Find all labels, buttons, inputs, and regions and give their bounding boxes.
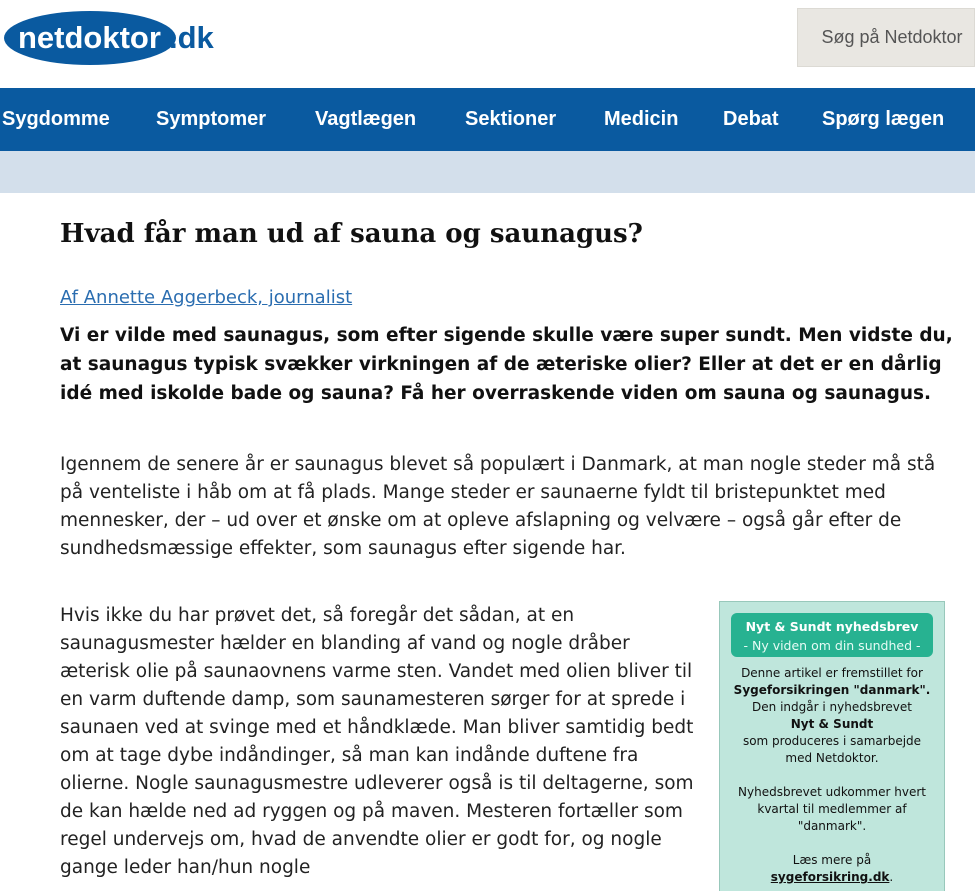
nav-item-sektioner[interactable]: Sektioner [465, 108, 557, 130]
newsletter-body [724, 665, 940, 886]
newsletter-subtitle: - Ny viden om din sundhed - [743, 638, 921, 653]
nav-item-sygdomme[interactable]: Sygdomme [2, 108, 110, 130]
nav-item-spoerg-laegen[interactable]: Spørg lægen [822, 108, 945, 130]
newsletter-text: Denne artikel er fremstillet for [741, 666, 923, 680]
newsletter-text: Nyt & Sundt [790, 717, 874, 731]
search-button[interactable] [797, 8, 975, 67]
sub-nav-bar [0, 151, 975, 193]
newsletter-title: Nyt & Sundt nyhedsbrev [745, 619, 919, 634]
nav-item-medicin[interactable]: Medicin [604, 108, 679, 130]
article-paragraph: Igennem de senere år er saunagus blevet så populært i Danmark, at man nogle steder må stå på venteliste i håb om at få plads. Mange steder er saunaerne fyldt til bristepunktet med mennesker, der – ud over et ønske om at opleve afslapning og velvære – også går efter de sundhedsmæssige effekter, som saunagus efter sigende har. [60, 454, 936, 559]
newsletter-text: Nyhedsbrevet udkommer hvert [738, 785, 926, 799]
spacer [724, 767, 940, 784]
search-button-label: Søg på Netdoktor [821, 27, 963, 47]
newsletter-text: med Netdoktor. [785, 751, 879, 765]
newsletter-text: Sygeforsikringen "danmark". [733, 683, 931, 697]
netdoktor-logo[interactable] [4, 9, 214, 65]
newsletter-box [719, 601, 945, 891]
newsletter-text: kvartal til medlemmer af [757, 802, 907, 816]
logo-text-tld: .dk [169, 20, 214, 55]
nav-item-symptomer[interactable]: Symptomer [156, 108, 267, 130]
site-header [0, 0, 975, 88]
article-title: Hvad får man ud af sauna og saunagus? [60, 219, 643, 249]
newsletter-text: Læs mere på [792, 853, 872, 867]
main-nav [0, 88, 975, 151]
nav-item-vagtlaegen[interactable]: Vagtlægen [315, 108, 417, 130]
newsletter-link-row: sygeforsikring.dk. [770, 870, 894, 884]
article-lead: Vi er vilde med saunagus, som efter sigende skulle være super sundt. Men vidste du, at saunagus typisk svækker virkningen af de æteriske olier? Eller at det er en dårlig idé med iskolde bade og sauna? Få her overraskende viden om sauna og saunagus. [60, 325, 953, 404]
newsletter-text: "danmark". [797, 819, 867, 833]
author-link[interactable]: Af Annette Aggerbeck, journalist [60, 287, 353, 308]
article-paragraph: Hvis ikke du har prøvet det, så foregår det sådan, at en saunagusmester hælder en blanding af vand og nogle dråber æterisk olie på saunaovnens varme sten. Vandet med olien bliver til en varm duftende damp, som saunamesteren sørger for at sprede i saunaen ved at svinge med et håndklæde. Man bliver samtidig bedt om at tage dybe indåndinger, så man kan indånde duftene fra olierne. Nogle saunagusmestre udleverer også is til deltagerne, som de kan hælde ned ad ryggen og på maven. Mesteren fortæller som regel undervejs om, hvad de anvendte olier er godt for, og nogle gange leder han/hun nogle [60, 605, 694, 878]
newsletter-text: som produceres i samarbejde [742, 734, 922, 748]
sygeforsikring-link[interactable]: sygeforsikring.dk [770, 870, 890, 884]
spacer [724, 835, 940, 852]
newsletter-header[interactable] [731, 613, 933, 657]
newsletter-text: Den indgår i nyhedsbrevet [752, 700, 912, 714]
logo-text-main: netdoktor [18, 20, 161, 55]
nav-item-debat[interactable]: Debat [723, 108, 779, 130]
